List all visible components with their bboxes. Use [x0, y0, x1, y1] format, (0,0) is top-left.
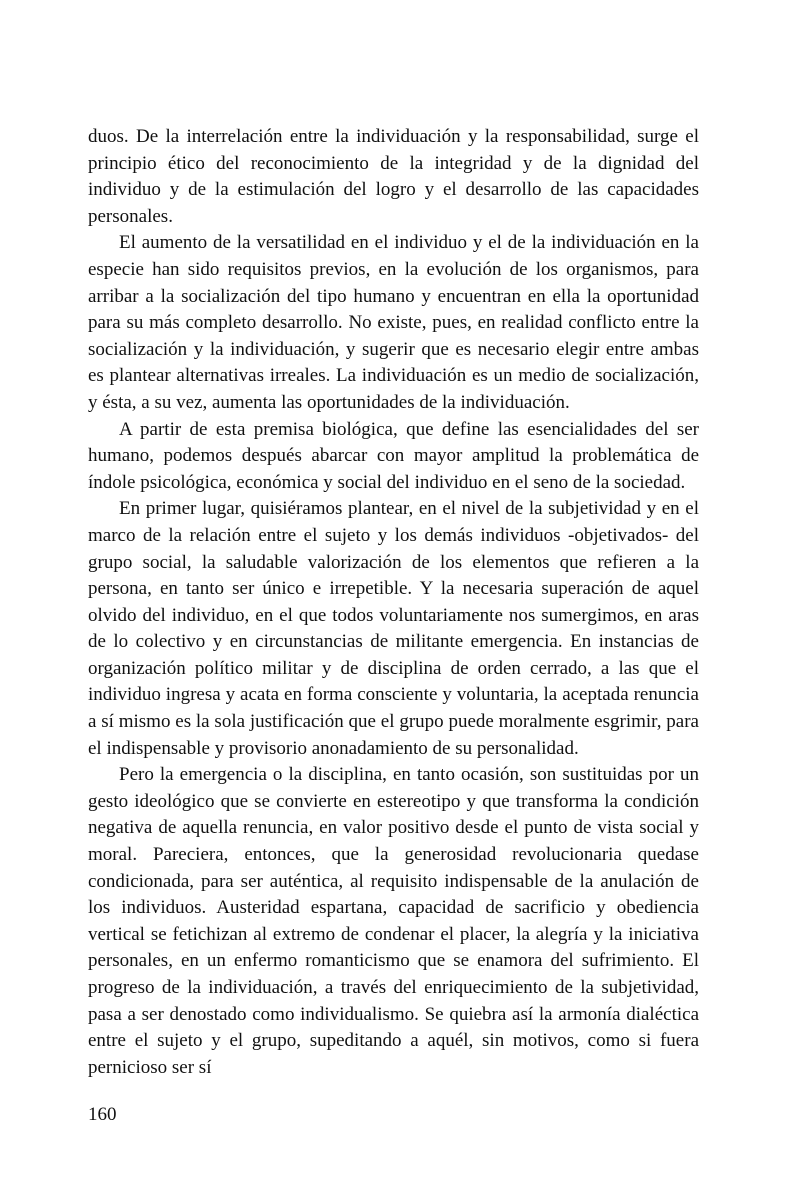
paragraph: Pero la emergencia o la disciplina, en tanto ocasión, son sustituidas por un gesto ideológico que se convierte en estereotipo y que transforma la condición negativa de aquella renuncia, en valor positivo desde el punto de vista social y moral. Pareciera, entonces, que la generosidad revolucionaria quedase condicionada, para ser auténtica, al requisito indispensable de la anulación de los individuos. Austeridad espartana, capacidad de sacrificio y obediencia vertical se fetichizan al extremo de condenar el placer, la alegría y la iniciativa personales, en un enfermo romanticismo que se enamora del sufrimiento. El progreso de la individuación, a través del enriquecimiento de la subjetividad, pasa a ser denostado como individualismo. Se quiebra así la armonía dialéctica entre el sujeto y el grupo, supeditando a aquél, sin motivos, como si fuera pernicioso ser sí: [88, 764, 699, 1078]
page-number: 160: [88, 1104, 117, 1125]
paragraph: El aumento de la versatilidad en el individuo y el de la individuación en la especie han sido requisitos previos, en la evolución de los organismos, para arribar a la socialización del tipo humano y encuentran en ella la oportunidad para su más completo desarrollo. No existe, pues, en realidad conflicto entre la socialización y la individuación, y sugerir que es necesario elegir entre ambas es plantear alternativas irreales. La individuación es un medio de socialización, y ésta, a su vez, aumenta las oportunidades de la individuación.: [88, 232, 699, 413]
body-text: [88, 124, 699, 1081]
paragraph: A partir de esta premisa biológica, que define las esencialidades del ser humano, podemos después abarcar con mayor amplitud la problemática de índole psicológica, económica y social del individuo en el seno de la sociedad.: [88, 418, 699, 493]
paragraph-continuation: duos. De la interrelación entre la individuación y la responsabilidad, surge el principio ético del reconocimiento de la integridad y de la dignidad del individuo y de la estimulación del logro y el desarrollo de las capacidades personales.: [88, 126, 699, 227]
paragraph: En primer lugar, quisiéramos plantear, en el nivel de la subjetividad y en el marco de la relación entre el sujeto y los demás individuos -objetivados- del grupo social, la saludable valorización de los elementos que refieren a la persona, en tanto ser único e irrepetible. Y la necesaria superación de aquel olvido del individuo, en el que todos voluntariamente nos sumergimos, en aras de lo colectivo y en circunstancias de militante emergencia. En instancias de organización político militar y de disciplina de orden cerrado, a las que el individuo ingresa y acata en forma consciente y voluntaria, la aceptada renuncia a sí mismo es la sola justificación que el grupo puede moralmente esgrimir, para el indispensable y provisorio anonadamiento de su personalidad.: [88, 498, 699, 759]
